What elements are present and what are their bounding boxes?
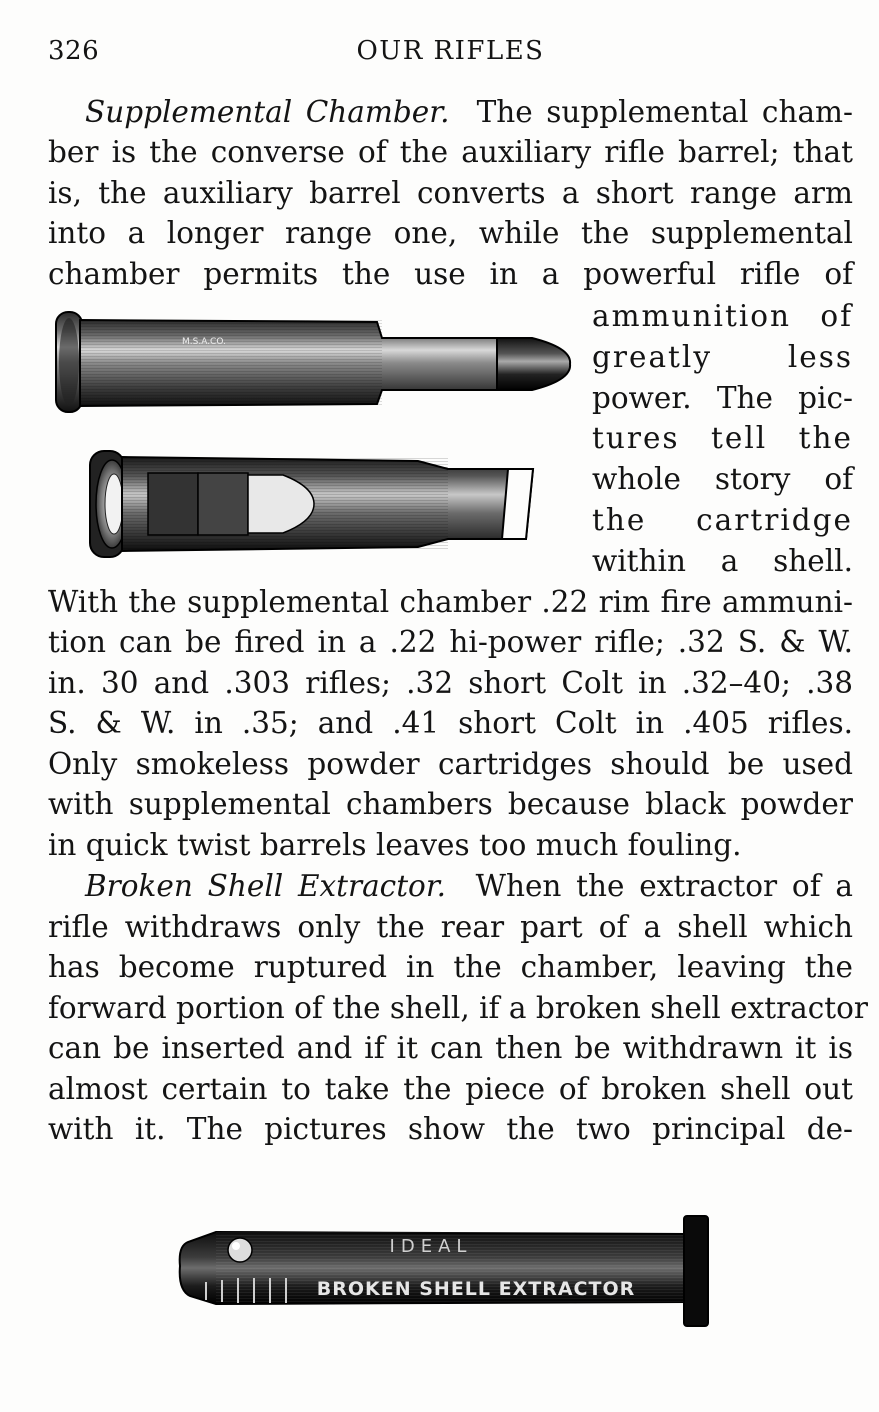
paragraph-line: the cartridge [592,503,853,537]
section-heading-broken-shell-extractor: Broken Shell Extractor. [85,869,447,903]
page-number: 326 [48,36,100,66]
text-span: The supplemental cham- [476,95,853,129]
paragraph-line: forward portion of the shell, if a broken shell extractor [48,991,868,1025]
paragraph-line: with it. The pictures show the two principal de- [48,1112,853,1146]
broken-shell-extractor-illustration [176,1208,716,1333]
paragraph-line: within a shell. [592,544,853,578]
extractor-brand: IDEAL [389,1236,473,1257]
paragraph-line: almost certain to take the piece of broken shell out [48,1072,853,1106]
paragraph-line: tures tell the [592,421,853,455]
paragraph-line: in quick twist barrels leaves too much fouling. [48,828,742,862]
paragraph-line: rifle withdraws only the rear part of a shell which [48,910,853,944]
paragraph-line: power. The pic- [592,381,853,415]
paragraph-line: tion can be fired in a .22 hi-power rifle; .32 S. & W. [48,625,853,659]
paragraph-line: into a longer range one, while the supplemental [48,216,853,250]
paragraph-line: has become ruptured in the chamber, leaving the [48,950,853,984]
paragraph-line: with supplemental chambers because black powder [48,787,853,821]
paragraph-line [48,92,853,132]
paragraph-line: greatly less [592,340,853,374]
section-heading-supplemental-chamber: Supplemental Chamber. [85,95,450,129]
paragraph-line: S. & W. in .35; and .41 short Colt in .405 rifles. [48,706,853,740]
paragraph-line: whole story of [592,462,853,496]
paragraph-line: Only smokeless powder cartridges should be used [48,747,853,781]
paragraph-line: in. 30 and .303 rifles; .32 short Colt in .32–40; .38 [48,666,853,700]
running-title: OUR RIFLES [356,36,545,66]
cartridge-illustration [52,308,572,418]
paragraph-line: ammunition of [592,299,853,333]
paragraph-line: ber is the converse of the auxiliary rifle barrel; that [48,135,853,169]
text-span: When the extractor of a [475,869,853,903]
paragraph-line: can be inserted and if it can then be withdrawn it is [48,1031,853,1065]
cartridge-stamp: M.S.A.CO. [182,337,226,347]
supplemental-chamber-illustration [88,443,538,563]
extractor-label: BROKEN SHELL EXTRACTOR [316,1278,636,1300]
running-head [48,30,853,70]
paragraph-line [48,866,853,906]
paragraph-line: is, the auxiliary barrel converts a short range arm [48,176,853,210]
paragraph-line: chamber permits the use in a powerful rifle of [48,257,853,291]
paragraph-line: With the supplemental chamber .22 rim fire ammuni- [48,585,853,619]
